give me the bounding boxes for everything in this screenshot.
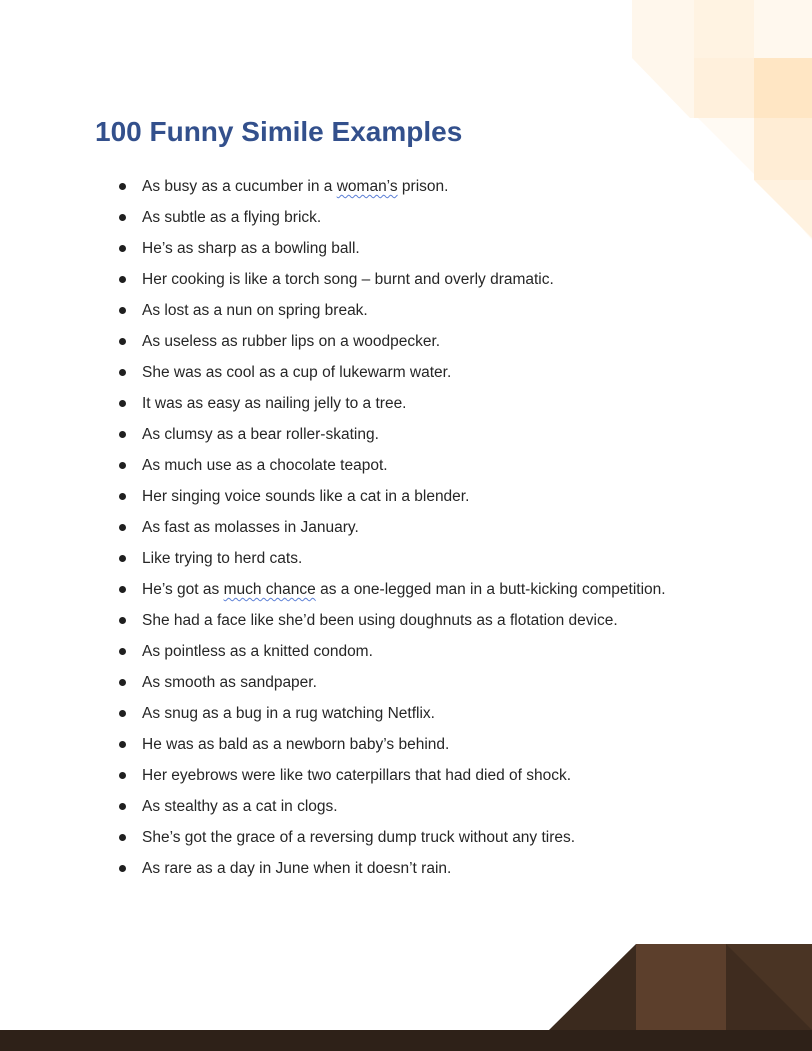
- list-item-text: As subtle as a flying brick.: [142, 209, 322, 226]
- bullet-icon: [119, 369, 126, 376]
- list-item: [95, 698, 735, 729]
- list-item-text: As busy as a cucumber in a: [142, 178, 337, 195]
- bullet-icon: [119, 245, 126, 252]
- spellcheck-flagged-word[interactable]: woman’s: [336, 178, 398, 195]
- list-item-text: She’s got the grace of a reversing dump truck without any tires.: [142, 829, 576, 846]
- list-item: [95, 791, 735, 822]
- bullet-icon: [119, 462, 126, 469]
- list-item-text: As lost as a nun on spring break.: [142, 302, 368, 319]
- list-item-text: As useless as rubber lips on a woodpecker.: [142, 333, 441, 350]
- spellcheck-flagged-word[interactable]: much chance: [223, 581, 316, 598]
- bullet-icon: [119, 865, 126, 872]
- bullet-icon: [119, 648, 126, 655]
- list-item-text: She was as cool as a cup of lukewarm water.: [142, 364, 452, 381]
- bullet-icon: [119, 431, 126, 438]
- list-item-text: Her cooking is like a torch song – burnt and overly dramatic.: [142, 271, 554, 288]
- list-item-text: As pointless as a knitted condom.: [142, 643, 373, 660]
- bullet-icon: [119, 741, 126, 748]
- list-item-text: He was as bald as a newborn baby’s behind.: [142, 736, 450, 753]
- list-item: [95, 853, 735, 884]
- list-item: [95, 574, 735, 605]
- bullet-icon: [119, 803, 126, 810]
- list-item-text: She had a face like she’d been using doughnuts as a flotation device.: [142, 612, 618, 629]
- list-item: [95, 388, 735, 419]
- list-item-text: prison.: [397, 178, 449, 195]
- list-item: [95, 512, 735, 543]
- list-item: [95, 295, 735, 326]
- list-item-text: As much use as a chocolate teapot.: [142, 457, 388, 474]
- list-item: [95, 729, 735, 760]
- list-item: [95, 543, 735, 574]
- list-item: [95, 419, 735, 450]
- list-item: [95, 760, 735, 791]
- document-body: [95, 110, 735, 884]
- list-item-text: As clumsy as a bear roller-skating.: [142, 426, 379, 443]
- bullet-icon: [119, 276, 126, 283]
- list-item-text: Her eyebrows were like two caterpillars that had died of shock.: [142, 767, 572, 784]
- list-item: [95, 233, 735, 264]
- list-item: [95, 822, 735, 853]
- list-item-text: As fast as molasses in January.: [142, 519, 359, 536]
- simile-list: [95, 171, 735, 884]
- list-item: [95, 667, 735, 698]
- bullet-icon: [119, 710, 126, 717]
- bullet-icon: [119, 493, 126, 500]
- list-item: [95, 636, 735, 667]
- list-item: [95, 357, 735, 388]
- list-item: [95, 326, 735, 357]
- bullet-icon: [119, 772, 126, 779]
- list-item: [95, 481, 735, 512]
- list-item-text: As stealthy as a cat in clogs.: [142, 798, 338, 815]
- bullet-icon: [119, 617, 126, 624]
- bullet-icon: [119, 183, 126, 190]
- list-item-text: Like trying to herd cats.: [142, 550, 303, 567]
- list-item: [95, 605, 735, 636]
- bullet-icon: [119, 214, 126, 221]
- list-item: [95, 264, 735, 295]
- list-item: [95, 202, 735, 233]
- document-title: 100 Funny Simile Examples: [95, 116, 463, 147]
- list-item-text: As rare as a day in June when it doesn’t rain.: [142, 860, 452, 877]
- bullet-icon: [119, 524, 126, 531]
- list-item-text: He’s got as: [142, 581, 224, 598]
- list-item: [95, 171, 735, 202]
- bullet-icon: [119, 834, 126, 841]
- bullet-icon: [119, 555, 126, 562]
- list-item-text: As snug as a bug in a rug watching Netflix.: [142, 705, 435, 722]
- bullet-icon: [119, 307, 126, 314]
- list-item-text: He’s as sharp as a bowling ball.: [142, 240, 360, 257]
- list-item-text: Her singing voice sounds like a cat in a blender.: [142, 488, 470, 505]
- list-item-text: It was as easy as nailing jelly to a tree.: [142, 395, 407, 412]
- bullet-icon: [119, 586, 126, 593]
- list-item-text: As smooth as sandpaper.: [142, 674, 317, 691]
- bullet-icon: [119, 338, 126, 345]
- bullet-icon: [119, 400, 126, 407]
- bullet-icon: [119, 679, 126, 686]
- list-item-text: as a one-legged man in a butt-kicking competition.: [315, 581, 666, 598]
- list-item: [95, 450, 735, 481]
